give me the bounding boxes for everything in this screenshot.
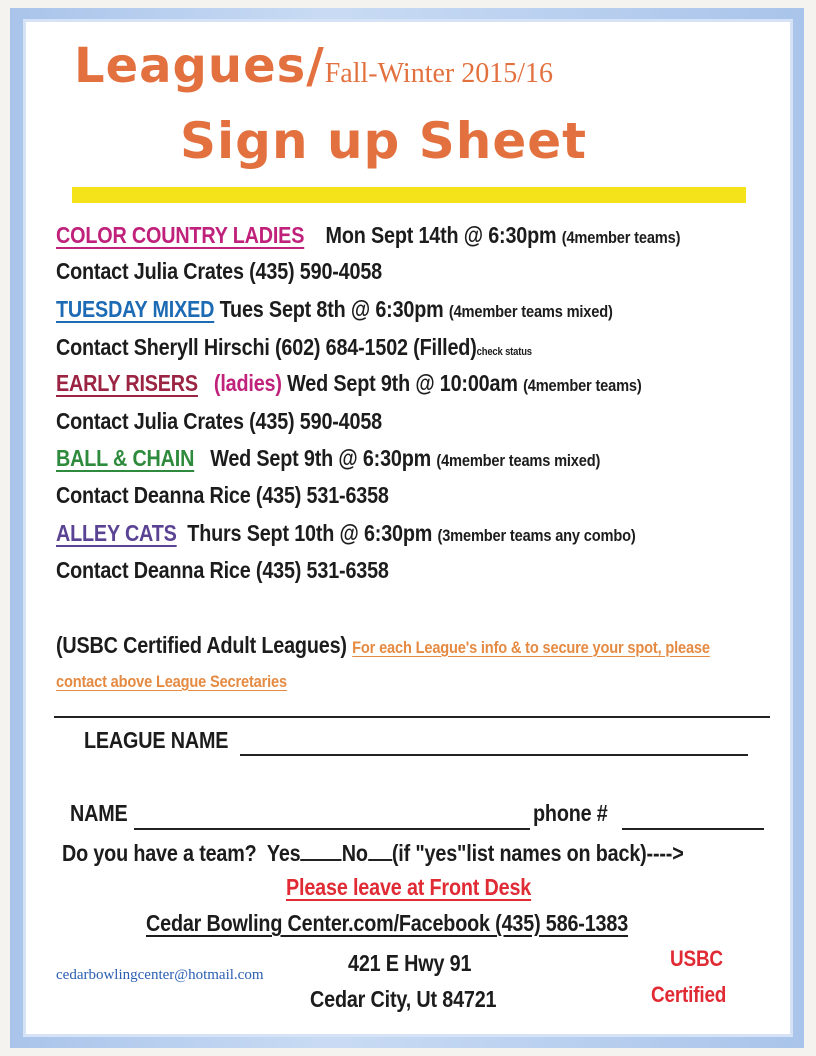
league-format: (3member teams any combo) [437,526,636,545]
team-instruction: (if "yes"list names on back)----> [391,840,684,866]
no-blank[interactable] [368,859,392,861]
league-name: TUESDAY MIXED [56,296,215,322]
usbc-badge-line1: USBC [670,946,723,971]
league-format: (4member teams) [561,228,681,247]
title-season: Fall-Winter 2015/16 [324,58,553,89]
league-name: COLOR COUNTRY LADIES [56,222,305,248]
title-leagues [74,38,553,94]
yes-blank[interactable] [300,859,341,861]
league-contact-2 [56,334,532,361]
check-status-note: check status [476,346,532,358]
league-info-note-2: contact above League Secretaries [56,672,287,691]
name-label: NAME [70,800,128,826]
address-line-1: 421 E Hwy 91 [348,950,472,976]
no-label: No [341,840,368,866]
league-format: (4member teams mixed) [436,451,601,470]
team-question-row [62,840,684,867]
league-row-2 [56,296,613,323]
yes-label: Yes [266,840,301,866]
league-row-1 [56,222,680,249]
address-line-2: Cedar City, Ut 84721 [310,986,497,1012]
phone-field[interactable] [622,828,764,830]
league-name: EARLY RISERS [56,370,198,396]
contact-text: Contact Sheryll Hirschi (602) 684-1502 (Filled) [56,334,477,360]
league-contact-4: Contact Deanna Rice (435) 531-6358 [56,482,389,508]
league-contact-5: Contact Deanna Rice (435) 531-6358 [56,557,389,583]
highlight-bar [72,187,746,203]
website-line[interactable]: Cedar Bowling Center.com/Facebook (435) 586-1383 [146,910,629,936]
league-schedule: Mon Sept 14th @ 6:30pm [325,222,557,248]
divider-line [54,716,770,718]
team-question: Do you have a team? [62,840,257,866]
certified-note-line2 [56,666,287,693]
league-name: ALLEY CATS [56,520,177,546]
league-name-label: LEAGUE NAME [84,727,229,753]
league-schedule: Tues Sept 8th @ 6:30pm [219,296,444,322]
name-field[interactable] [134,828,530,830]
usbc-badge-line2: Certified [651,982,727,1007]
league-schedule: Thurs Sept 10th @ 6:30pm [187,520,433,546]
league-row-5 [56,520,636,547]
title-main: Leagues/ [74,38,325,94]
league-schedule: Wed Sept 9th @ 6:30pm [210,445,432,471]
league-schedule: Wed Sept 9th @ 10:00am [287,370,518,396]
league-qualifier: (ladies) [213,370,282,396]
certified-note [56,632,710,659]
league-info-note: For each League's info & to secure your spot, please [352,638,710,657]
phone-label: phone # [533,800,608,826]
title-signup: Sign up Sheet [180,112,588,170]
leave-at-desk-note: Please leave at Front Desk [286,874,532,900]
league-contact-1: Contact Julia Crates (435) 590-4058 [56,258,383,284]
league-name: BALL & CHAIN [56,445,195,471]
league-format: (4member teams mixed) [448,302,613,321]
certified-label: (USBC Certified Adult Leagues) [56,632,347,658]
league-row-4 [56,445,600,472]
league-row-3 [56,370,642,397]
league-name-field[interactable] [240,754,748,756]
email-address[interactable]: cedarbowlingcenter@hotmail.com [56,967,264,983]
league-contact-3: Contact Julia Crates (435) 590-4058 [56,408,383,434]
league-format: (4member teams) [523,376,642,395]
